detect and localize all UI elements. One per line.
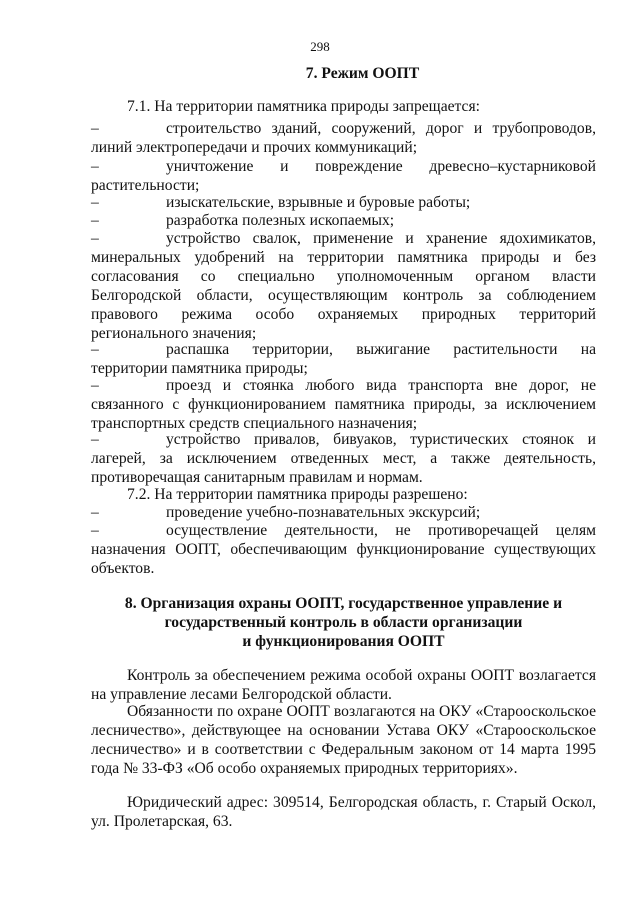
section-7-title: 7. Режим ООПТ	[305, 65, 420, 82]
paragraph-7-1: 7.1. На территории памятника природы запрещается:	[127, 98, 480, 115]
prohibited-item-1: – строительство зданий, сооружений, дорог и трубопроводов, линий электропередачи и прочих коммуникаций;	[91, 120, 596, 156]
section-8-title-line-2: государственный контроль в области организации	[164, 614, 523, 631]
prohibited-item-4: – разработка полезных ископаемых;	[91, 212, 395, 229]
paragraph-duties: Обязанности по охране ООПТ возлагаются на ОКУ «Старооскольское лесничество», действующее на основании Устава ОКУ «Старооскольское лесничество» и в соответствии с Федеральным законом от 14 марта 1995 года № 33-ФЗ «Об особо охраняемых природных территориях».	[91, 703, 596, 777]
prohibited-item-8: – устройство привалов, бивуаков, туристических стоянок и лагерей, за исключением отведенных мест, а также деятельность, противоречащая санитарным правилам и нормам.	[91, 431, 596, 486]
page-number: 298	[310, 39, 330, 54]
paragraph-control: Контроль за обеспечением режима особой охраны ООПТ возлагается на управление лесами Белгородской области.	[91, 667, 596, 703]
paragraph-7-2: 7.2. На территории памятника природы разрешено:	[127, 486, 468, 503]
prohibited-item-5: – устройство свалок, применение и хранение ядохимикатов, минеральных удобрений на территории памятника природы и без согласования со специально уполномоченным органом власти Белгородской области, осуществляющим контроль за соблюдением правового режима особо охраняемых природных территорий регионального значения;	[91, 230, 596, 342]
section-8-title-line-3: и функционирования ООПТ	[242, 633, 445, 650]
allowed-item-2: – осуществление деятельности, не противоречащей целям назначения ООПТ, обеспечивающим функционирование существующих объектов.	[91, 522, 596, 577]
allowed-item-1: – проведение учебно-познавательных экскурсий;	[91, 504, 481, 521]
section-8-title-line-1: 8. Организация охраны ООПТ, государственное управление и	[124, 595, 563, 612]
prohibited-item-3: – изыскательские, взрывные и буровые работы;	[91, 194, 471, 211]
prohibited-item-2: – уничтожение и повреждение древесно–кустарниковой растительности;	[91, 158, 596, 194]
section-8-title	[91, 594, 596, 651]
paragraph-legal-address: Юридический адрес: 309514, Белгородская область, г. Старый Оскол, ул. Пролетарская, 63.	[91, 794, 596, 830]
prohibited-item-7: – проезд и стоянка любого вида транспорта вне дорог, не связанного с функционированием памятника природы, за исключением транспортных средств специального назначения;	[91, 377, 596, 432]
prohibited-item-6: – распашка территории, выжигание растительности на территории памятника природы;	[91, 341, 596, 377]
